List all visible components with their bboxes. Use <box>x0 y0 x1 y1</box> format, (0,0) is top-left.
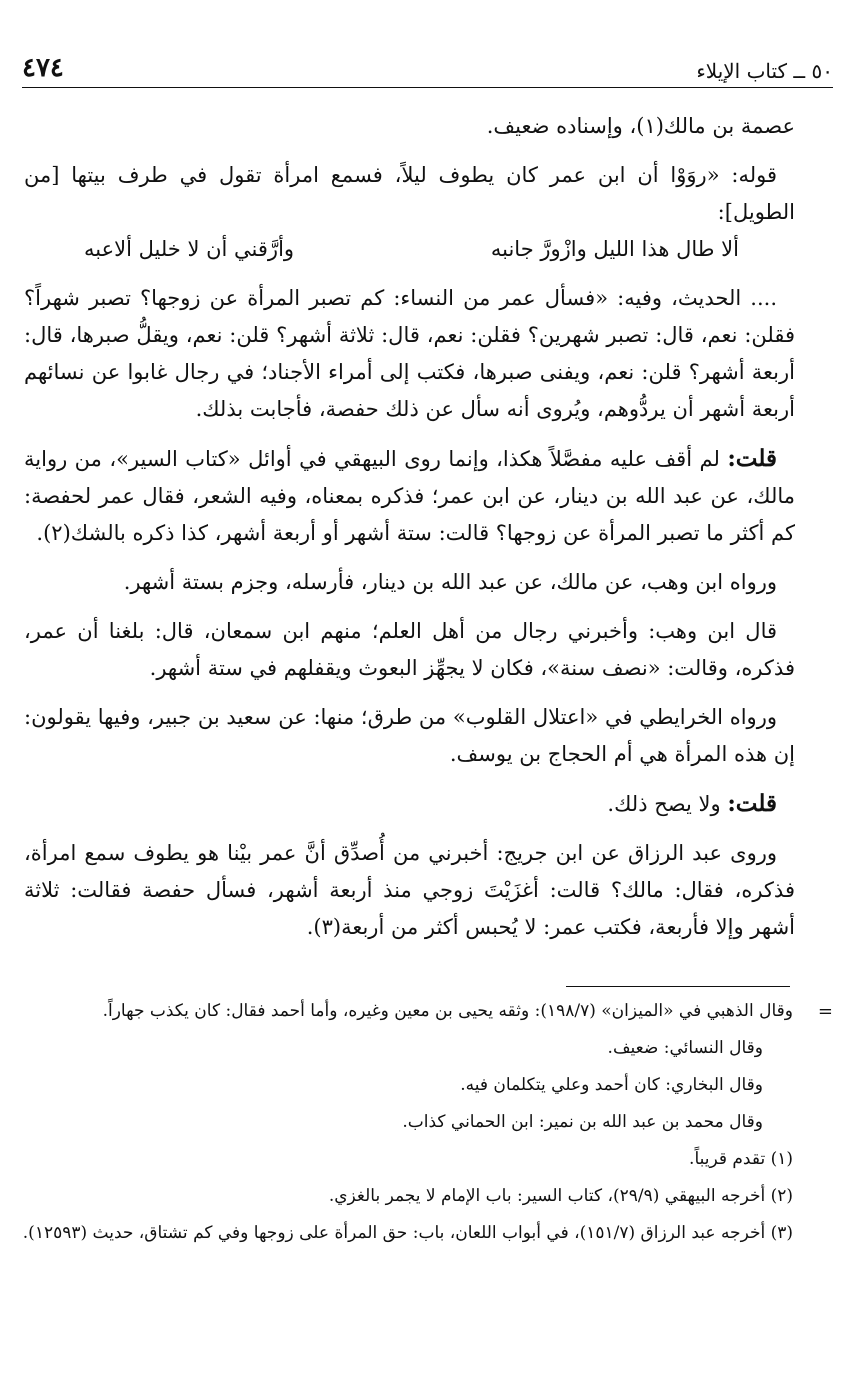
running-header <box>22 52 833 88</box>
footnote-continuation-3: وقال البخاري: كان أحمد وعلي يتكلمان فيه. <box>460 1075 763 1095</box>
footnote-continuation-4: وقال محمد بن عبد الله بن نمير: ابن الحماني كذاب. <box>402 1112 763 1132</box>
poem-hemistich-right: ألا طال هذا الليل وازْورَّ جانبه <box>490 237 739 261</box>
chapter-title: ٥٠ ــ كتاب الإيلاء <box>696 59 833 83</box>
paragraph-7: ورواه الخرايطي في «اعتلال القلوب» من طرق؛ منها: عن سعيد بن جبير، وفيها يقولون: إن هذه المرأة هي أم الحجاج بن يوسف. <box>24 705 795 766</box>
paragraph-6: قال ابن وهب: وأخبرني رجال من أهل العلم؛ منهم ابن سمعان، قال: بلغنا أن عمر، فذكره، وقالت: «نصف سنة»، فكان لا يجهِّز البعوث ويقفلهم في ستة أشهر. <box>24 619 795 680</box>
paragraph-3: .... الحديث، وفيه: «فسأل عمر من النساء: كم تصبر المرأة عن زوجها؟ تصبر شهراً؟ فقلن: نعم، قال: تصبر شهرين؟ فقلن: نعم، قال: ثلاثة أشهر؟ قلن: نعم، ويقلُّ صبرها، قال: أربعة أشهر؟ قلن: نعم، ويفنى صبرها، فكتب إلى أمراء الأجناد؛ في رجال غابوا عن نسائهم أربعة أشهر أن يردُّوهم، ويُروى أنه سأل عن ذلك حفصة، فأجابت بذلك. <box>24 286 795 421</box>
footnote-3: (٣) أخرجه عبد الرزاق (١٥١/٧)، في أبواب اللعان، باب: حق المرأة على زوجها وفي كم تشتاق، حديث (١٢٥٩٣). <box>22 1223 793 1243</box>
qult-label: قلت: <box>727 790 777 817</box>
footnote-continuation-1: وقال الذهبي في «الميزان» (١٩٨/٧): وثقه يحيى بن معين وغيره، وأما أحمد فقال: كان يكذب جهاراً. <box>102 1001 793 1021</box>
qult-text: ولا يصح ذلك. <box>607 792 728 816</box>
paragraph-1: عصمة بن مالك(١)، وإسناده ضعيف. <box>486 114 795 138</box>
paragraph-8 <box>24 785 795 823</box>
footnote-separator <box>566 986 790 987</box>
footnote-continuation-2: وقال النسائي: ضعيف. <box>607 1038 763 1058</box>
poem-hemistich-left: وأرَّقني أن لا خليل ألاعبه <box>84 237 295 261</box>
continuation-mark: = <box>817 1001 833 1022</box>
main-text <box>24 108 795 958</box>
footnote-1: (١) تقدم قريباً. <box>689 1149 793 1169</box>
page-number: ٤٧٤ <box>22 53 64 83</box>
qult-text: لم أقف عليه مفصَّلاً هكذا، وإنما روى البيهقي في أوائل «كتاب السير»، من رواية مالك، عن عبد الله بن دينار، عن ابن عمر؛ فذكره بمعناه، وفيه الشعر، فقال عمر لحفصة: كم أكثر ما تصبر المرأة عن زوجها؟ قالت: ستة أشهر أو أربعة أشهر، كذا ذكره بالشك(٢). <box>24 447 795 545</box>
qult-label: قلت: <box>727 445 777 472</box>
paragraph-4 <box>24 440 795 552</box>
paragraph-2: قوله: «روَوْا أن ابن عمر كان يطوف ليلاً، فسمع امرأة تقول في طرف بيتها [من الطويل]: <box>24 163 795 224</box>
paragraph-5: ورواه ابن وهب، عن مالك، عن عبد الله بن دينار، فأرسله، وجزم بستة أشهر. <box>123 570 777 594</box>
footnote-2: (٢) أخرجه البيهقي (٢٩/٩)، كتاب السير: باب الإمام لا يجمر بالغزي. <box>328 1186 793 1206</box>
paragraph-9: وروى عبد الرزاق عن ابن جريج: أخبرني من أُصدِّق أنَّ عمر بيْنا هو يطوف سمع امرأة، فذكره، فقال: مالك؟ قالت: أغزَيْتَ زوجي منذ أربعة أشهر، فسأل حفصة فقالت: ثلاثة أشهر وإلا فأربعة، فكتب عمر: لا يُحبس أكثر من أربعة(٣). <box>24 841 795 939</box>
footnotes <box>22 996 833 1255</box>
poem-verse <box>24 231 795 268</box>
